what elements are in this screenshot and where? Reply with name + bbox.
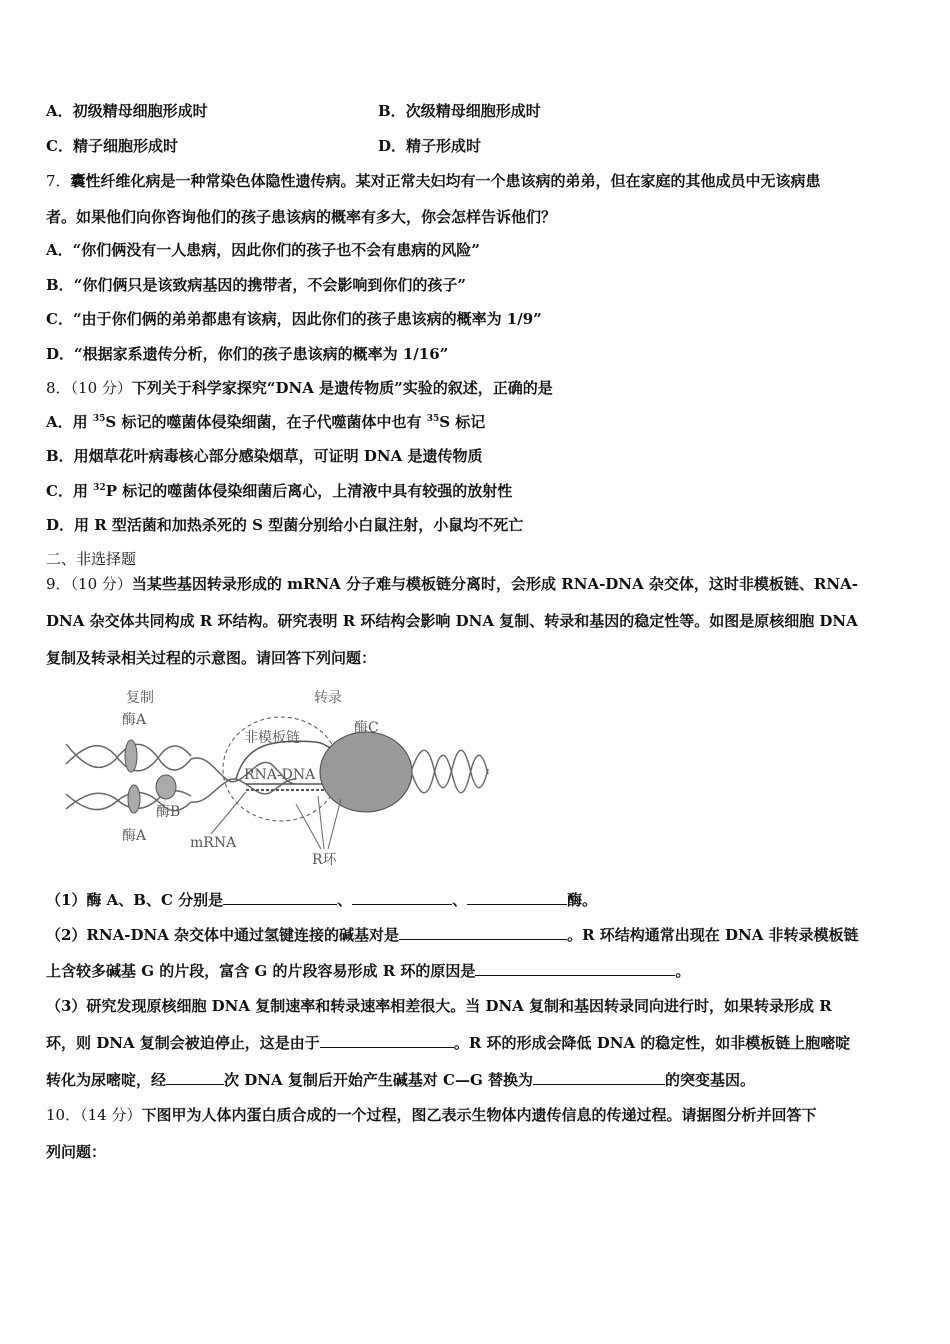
option-text: 精子形成时: [406, 137, 482, 155]
enzyme-a-bottom: [128, 785, 140, 813]
label-replication: 复制: [126, 690, 154, 706]
label-transcription: 转录: [314, 690, 342, 706]
option-text: 精子细胞形成时: [72, 137, 178, 155]
sub-text: 。: [675, 962, 691, 980]
label-nontemplate: 非模板链: [244, 730, 300, 746]
answer-blank[interactable]: [399, 925, 567, 940]
sub-text: 、: [452, 891, 468, 909]
sub-text: 。R 环的形成会降低 DNA 的稳定性，如非模板链上胞嘧啶: [453, 1034, 851, 1052]
option-text: 次级精母细胞形成时: [405, 102, 541, 120]
q9-stem-line1: [46, 574, 858, 594]
question-score: （10 分）: [70, 379, 132, 397]
mrna-pointer: [211, 792, 246, 834]
option-label: B．: [378, 102, 406, 120]
q6-option-b: [378, 101, 541, 121]
q7-option-c: [46, 309, 542, 329]
answer-blank[interactable]: [223, 890, 337, 905]
section-title: 二、非选择题: [46, 550, 137, 568]
option-label: C．: [46, 310, 73, 328]
q6-option-d: [378, 136, 481, 156]
q7-stem-line2: 者。如果他们向你咨询他们的孩子患该病的概率有多大，你会怎样告诉他们？: [46, 208, 557, 226]
option-text: “你们俩没有一人患病，因此你们的孩子也不会有患病的风险”: [72, 241, 480, 259]
q9-sub2-line1: [46, 925, 859, 945]
label-enzyme-b: 酶B: [156, 804, 181, 820]
sub-text: （2）RNA-DNA 杂交体中通过氢键连接的碱基对是: [46, 926, 400, 944]
q9-sub3-line2: [46, 1033, 850, 1053]
question-number: 9．: [46, 575, 71, 593]
sub-text: 酶。: [567, 891, 598, 909]
label-enzyme-a-top: 酶A: [122, 712, 147, 728]
sub-text: 上含较多碱基 G 的片段，富含 G 的片段容易形成 R 环的原因是: [46, 962, 476, 980]
r-loop-pointer-3: [328, 799, 341, 849]
q7-option-d: [46, 344, 448, 364]
enzyme-c: [320, 732, 412, 812]
isotope-superscript: 32: [93, 483, 106, 493]
label-mrna: mRNA: [190, 835, 237, 851]
sub-text: 转化为尿嘧啶，经: [46, 1071, 167, 1089]
stem-text: 囊性纤维化病是一种常染色体隐性遗传病。某对正常夫妇均有一个患该病的弟弟，但在家庭的其他成员中无该病患: [70, 172, 821, 190]
sub-text: 次 DNA 复制后开始产生碱基对 C—G 替换为: [224, 1071, 534, 1089]
option-text: 初级精母细胞形成时: [72, 102, 208, 120]
question-number: 8．: [46, 379, 71, 397]
sub-text: 、: [337, 891, 353, 909]
q9-stem-line3: 复制及转录相关过程的示意图。请回答下列问题：: [46, 649, 377, 667]
isotope-superscript: 35: [92, 414, 106, 424]
question-number: 7．: [46, 172, 71, 190]
option-text: “根据家系遗传分析，你们的孩子患该病的概率为 1/16”: [74, 345, 449, 363]
q6-option-a: [46, 101, 208, 121]
q7-option-a: [46, 240, 480, 260]
q10-stem-line2: 列问题：: [46, 1143, 107, 1161]
stem-text: 当某些基因转录形成的 mRNA 分子难与模板链分离时，会形成 RNA-DNA 杂交体，这时非模板链、RNA-: [131, 575, 858, 593]
option-text: S 标记: [439, 413, 486, 431]
sub-text: 。R 环结构通常出现在 DNA 非转录模板链: [567, 926, 859, 944]
option-text: “你们俩只是该致病基因的携带者，不会影响到你们的孩子”: [73, 276, 466, 294]
answer-blank[interactable]: [352, 890, 452, 905]
enzyme-a-top: [125, 740, 137, 772]
answer-blank[interactable]: [475, 961, 675, 976]
option-label: D．: [46, 345, 75, 363]
option-text: “由于你们俩的弟弟都患有该病，因此你们的孩子患该病的概率为 1/9”: [72, 310, 542, 328]
q9-sub3-line3: [46, 1070, 755, 1090]
option-text: C．用: [46, 482, 94, 500]
q8-option-a: [46, 412, 485, 432]
option-text: P 标记的噬菌体侵染细菌后离心，上清液中具有较强的放射性: [105, 482, 513, 500]
isotope-superscript: 35: [426, 414, 440, 424]
question-score: （10 分）: [70, 575, 132, 593]
dna-replication-transcription-figure: [56, 684, 506, 874]
option-text: S 标记的噬菌体侵染细菌，在子代噬菌体中也有: [105, 413, 427, 431]
enzyme-b: [156, 775, 176, 799]
answer-blank[interactable]: [166, 1070, 224, 1085]
q9-sub1: [46, 890, 597, 910]
option-text: A．用: [46, 413, 93, 431]
label-r-loop: R环: [312, 852, 337, 868]
q8-option-d: D．用 R 型活菌和加热杀死的 S 型菌分别给小白鼠注射，小鼠均不死亡: [46, 516, 524, 534]
label-enzyme-a-bottom: 酶A: [122, 828, 147, 844]
q6-option-c: [46, 136, 178, 156]
answer-blank[interactable]: [320, 1033, 454, 1048]
answer-blank[interactable]: [467, 890, 567, 905]
q8-stem: [46, 378, 553, 398]
sub-text: 的突变基因。: [665, 1071, 756, 1089]
label-hybrid: RNA-DNA: [244, 767, 316, 783]
answer-blank[interactable]: [533, 1070, 665, 1085]
question-number: 10．: [46, 1106, 81, 1124]
option-label: A．: [46, 102, 73, 120]
label-enzyme-c: 酶C: [354, 720, 379, 736]
sub-text: （1）酶 A、B、C 分别是: [46, 891, 224, 909]
q9-sub2-line2: [46, 961, 690, 981]
question-score: （14 分）: [80, 1106, 142, 1124]
sub-text: 环，则 DNA 复制会被迫停止，这是由于: [46, 1034, 320, 1052]
q7-stem-line1: [46, 171, 821, 191]
option-label: A．: [46, 241, 73, 259]
stem-text: 下列关于科学家探究“DNA 是遗传物质”实验的叙述，正确的是: [131, 379, 553, 397]
q8-option-c: [46, 481, 512, 501]
q7-option-b: [46, 275, 466, 295]
q9-stem-line2: DNA 杂交体共同构成 R 环结构。研究表明 R 环结构会影响 DNA 复制、转录和基因的稳定性等。如图是原核细胞 DNA: [46, 612, 858, 630]
option-label: C．: [46, 137, 73, 155]
q9-sub3-line1: （3）研究发现原核细胞 DNA 复制速率和转录速率相差很大。当 DNA 复制和基因转录同向进行时，如果转录形成 R: [46, 997, 832, 1015]
r-loop-pointer-1: [296, 804, 321, 849]
r-loop-pointer-2: [318, 796, 324, 849]
q8-option-b: B．用烟草花叶病毒核心部分感染烟草，可证明 DNA 是遗传物质: [46, 447, 483, 465]
stem-text: 下图甲为人体内蛋白质合成的一个过程，图乙表示生物体内遗传信息的传递过程。请据图分析并回答下: [141, 1106, 817, 1124]
q10-stem-line1: [46, 1105, 816, 1125]
option-label: B．: [46, 276, 74, 294]
option-label: D．: [378, 137, 407, 155]
